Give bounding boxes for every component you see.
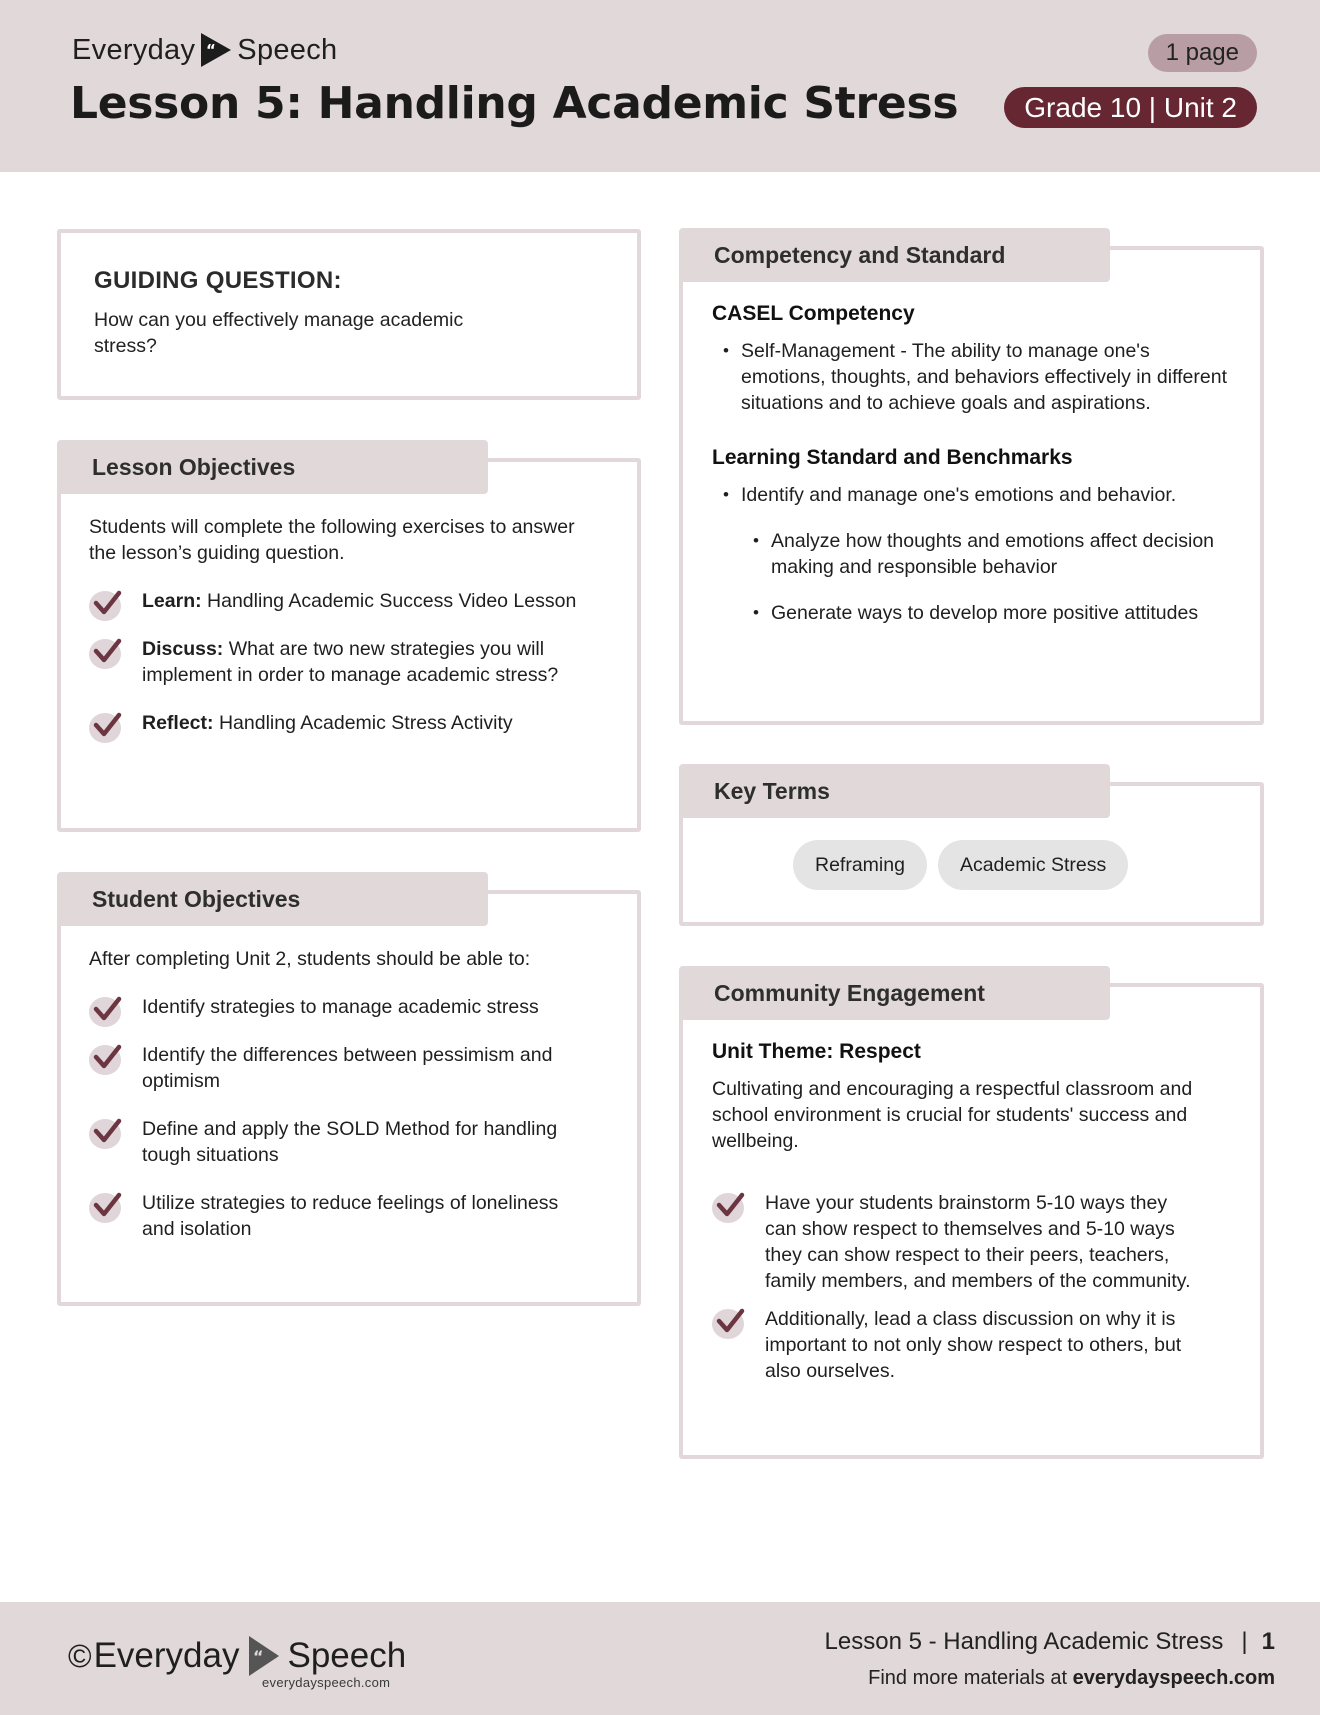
footer-lesson-info — [825, 1628, 1275, 1656]
standard-item: • Identify and manage one's emotions and behavior. — [712, 482, 1232, 508]
footer-brand-right: Speech — [287, 1636, 407, 1675]
check-icon — [712, 1304, 750, 1340]
standard-title: Learning Standard and Benchmarks — [712, 446, 1073, 469]
check-icon — [89, 1188, 127, 1224]
objective-text: Handling Academic Success Video Lesson — [207, 590, 577, 612]
community-list — [712, 1190, 1202, 1384]
community-item-text: Have your students brainstorm 5-10 ways they can show respect to themselves and 5-10 ways they can show respect to their peers, teachers, family members, and members of the community. — [765, 1192, 1191, 1292]
check-icon — [89, 1040, 127, 1076]
page-header — [0, 0, 1320, 172]
page-footer — [0, 1602, 1320, 1715]
check-icon — [89, 1114, 127, 1150]
benchmark-item: • Generate ways to develop more positive attitudes — [742, 600, 1232, 626]
page-title: Lesson 5: Handling Academic Stress — [70, 78, 959, 129]
benchmark-item: • Analyze how thoughts and emotions affect decision making and responsible behavior — [742, 528, 1232, 580]
check-icon — [89, 586, 127, 622]
community-item — [712, 1190, 1202, 1294]
brand-name-right: Speech — [237, 33, 338, 66]
objective-text: Identify strategies to manage academic stress — [142, 996, 539, 1018]
footer-separator: | — [1241, 1628, 1248, 1655]
casel-title: CASEL Competency — [712, 302, 915, 325]
lesson-objectives-content — [89, 514, 594, 736]
student-objectives-intro: After completing Unit 2, students should be able to: — [89, 948, 531, 970]
key-terms-pills — [793, 840, 1128, 890]
footer-brand-url[interactable]: everydayspeech.com — [262, 1675, 391, 1690]
page-count-badge: 1 page — [1148, 34, 1257, 72]
play-quote-icon — [201, 33, 231, 67]
competency-content — [712, 302, 1232, 626]
lesson-objectives-heading: Lesson Objectives — [57, 440, 488, 494]
copyright-symbol: © — [68, 1637, 92, 1674]
lesson-objectives-list — [89, 588, 594, 736]
key-term-pill: Reframing — [793, 840, 927, 890]
benchmark-list — [712, 528, 1232, 626]
community-item — [712, 1306, 1202, 1384]
community-heading: Community Engagement — [679, 966, 1110, 1020]
objective-text: Handling Academic Stress Activity — [218, 712, 513, 734]
community-content — [712, 1040, 1222, 1384]
guiding-question-title: GUIDING QUESTION: — [94, 267, 342, 294]
student-objective-item — [89, 994, 589, 1020]
key-terms-heading: Key Terms — [679, 764, 1110, 818]
student-objective-item — [89, 1042, 589, 1094]
check-icon — [89, 634, 127, 670]
lesson-objective-item — [89, 636, 594, 688]
student-objective-item — [89, 1190, 589, 1242]
guiding-question-text: How can you effectively manage academic stress? — [94, 309, 464, 357]
lesson-objective-item — [89, 710, 594, 736]
lesson-objectives-intro: Students will complete the following exercises to answer the lesson’s guiding question. — [89, 516, 575, 564]
play-quote-icon — [249, 1636, 279, 1676]
objective-text: Define and apply the SOLD Method for handling tough situations — [142, 1118, 558, 1166]
objective-text: Utilize strategies to reduce feelings of loneliness and isolation — [142, 1192, 559, 1240]
standard-list — [712, 482, 1232, 508]
student-objective-item — [89, 1116, 589, 1168]
key-term-pill: Academic Stress — [938, 840, 1128, 890]
competency-heading: Competency and Standard — [679, 228, 1110, 282]
footer-lesson-label: Lesson 5 - Handling Academic Stress — [824, 1628, 1224, 1655]
student-objectives-content — [89, 946, 629, 1242]
page-number: 1 — [1261, 1628, 1275, 1655]
objective-text: What are two new strategies you will implement in order to manage academic stress? — [142, 638, 559, 686]
lesson-objective-item — [89, 588, 594, 614]
community-description: Cultivating and encouraging a respectful classroom and school environment is crucial for students' success and wellbeing. — [712, 1078, 1193, 1152]
objective-text: Identify the differences between pessimism and optimism — [142, 1044, 553, 1092]
footer-more-prefix: Find more materials at — [868, 1667, 1068, 1689]
student-objectives-heading: Student Objectives — [57, 872, 488, 926]
check-icon — [712, 1188, 750, 1224]
footer-more-link[interactable]: everydayspeech.com — [1072, 1667, 1275, 1689]
footer-brand-logo[interactable] — [68, 1636, 406, 1676]
student-objectives-list — [89, 994, 589, 1242]
brand-name-left: Everyday — [72, 33, 196, 66]
casel-item: • Self-Management - The ability to manage one's emotions, thoughts, and behaviors effectively in different situations and to achieve goals and aspirations. — [712, 338, 1232, 416]
svg-text:“: “ — [253, 1647, 264, 1666]
casel-list — [712, 338, 1232, 416]
check-icon — [89, 992, 127, 1028]
footer-more-materials — [868, 1667, 1275, 1690]
unit-theme: Unit Theme: Respect — [712, 1040, 921, 1063]
brand-logo[interactable] — [72, 33, 337, 67]
footer-brand-left: Everyday — [93, 1636, 240, 1675]
grade-unit-badge: Grade 10 | Unit 2 — [1004, 87, 1257, 128]
community-item-text: Additionally, lead a class discussion on why it is important to not only show respect to others, but also ourselves. — [765, 1308, 1182, 1382]
check-icon — [89, 708, 127, 744]
objective-label: Learn: — [142, 590, 202, 612]
objective-label: Reflect: — [142, 712, 214, 734]
objective-label: Discuss: — [142, 638, 224, 660]
svg-text:“: “ — [206, 41, 217, 59]
